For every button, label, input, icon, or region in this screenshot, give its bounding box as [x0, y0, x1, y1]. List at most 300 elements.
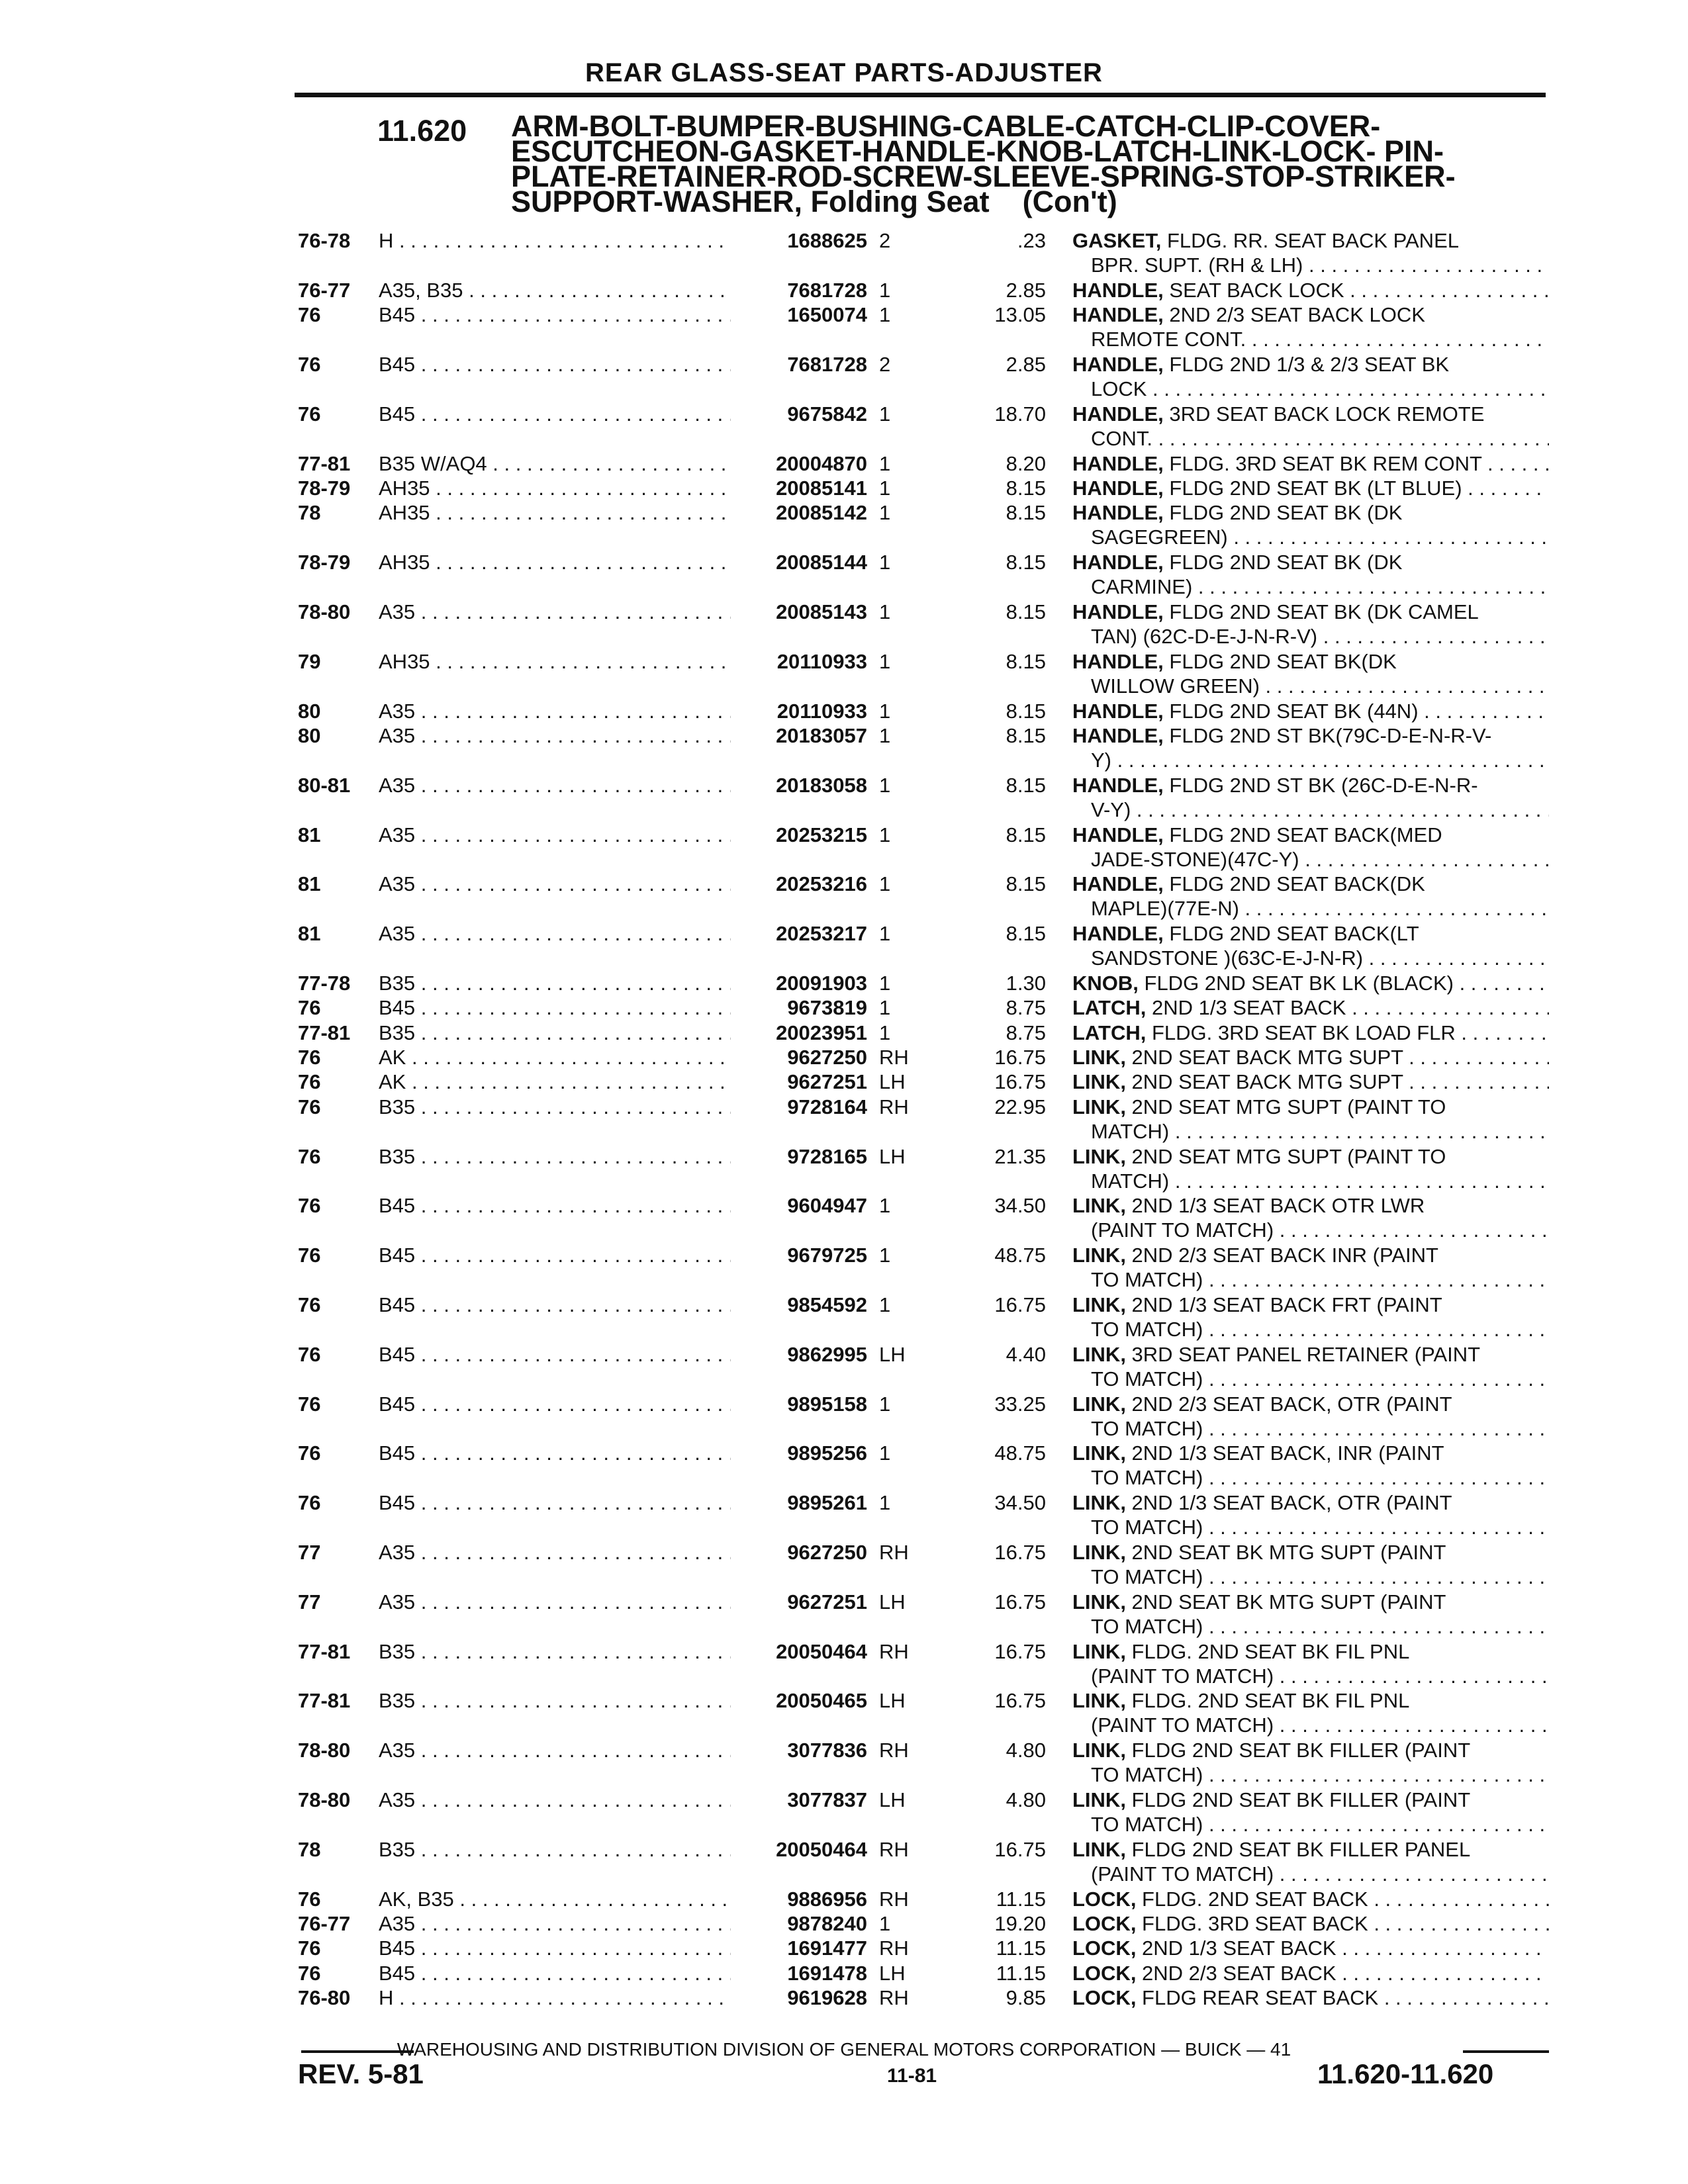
table-row: [0, 699, 1688, 723]
quantity-cell: 1: [879, 1021, 891, 1044]
year-cell: 81: [298, 823, 321, 846]
table-row: [0, 550, 1688, 600]
description-cell: [1072, 921, 1549, 970]
model-cell: B35 . . .: [379, 971, 731, 995]
part-number-cell: 1691477: [787, 1936, 867, 1960]
year-cell: 76-77: [298, 278, 351, 302]
description-cell: [1072, 995, 1549, 1020]
model-cell: AH35 . . .: [379, 500, 731, 525]
price-cell: 48.75: [994, 1441, 1046, 1465]
part-name: HANDLE,: [1072, 551, 1164, 574]
table-row: [0, 228, 1688, 278]
model-cell: AK . . .: [379, 1045, 731, 1069]
quantity-cell: RH: [879, 1936, 909, 1960]
quantity-cell: RH: [879, 1887, 909, 1911]
section-number: 11.620: [377, 114, 467, 148]
price-cell: 34.50: [994, 1491, 1046, 1515]
description-cell: [1072, 302, 1549, 351]
part-description: FLDG. 3RD SEAT BK REM CONT: [1163, 451, 1482, 475]
table-row: [0, 872, 1688, 921]
model-cell: AH35 . . .: [379, 550, 731, 574]
table-row: [0, 1293, 1688, 1342]
year-cell: 76: [298, 1046, 321, 1069]
part-description-continued: (PAINT TO MATCH) . . .: [1072, 1664, 1549, 1688]
part-description-continued: (PAINT TO MATCH) . . .: [1072, 1713, 1549, 1737]
year-cell: 76: [298, 1392, 321, 1416]
description-cell: [1072, 699, 1549, 723]
price-cell: 11.15: [996, 1936, 1046, 1960]
year-cell: 76-80: [298, 1986, 351, 2010]
quantity-cell: LH: [879, 1144, 906, 1168]
quantity-cell: 1: [879, 551, 891, 574]
model-cell: A35, B35 . . .: [379, 278, 731, 302]
description-cell: [1072, 872, 1549, 921]
model-cell: A35 . . .: [379, 1911, 731, 1936]
description-cell: [1072, 1540, 1549, 1589]
table-row: [0, 1021, 1688, 1045]
table-row: [0, 1144, 1688, 1194]
table-row: [0, 1639, 1688, 1689]
description-cell: [1072, 1961, 1549, 1985]
price-cell: 8.15: [1006, 551, 1046, 574]
part-name: LINK,: [1072, 1144, 1126, 1168]
quantity-cell: 1: [879, 278, 891, 302]
model-cell: B45 . . .: [379, 1392, 731, 1416]
part-number-cell: 9604947: [787, 1194, 867, 1218]
table-row: [0, 1936, 1688, 1960]
year-cell: 76: [298, 402, 321, 426]
part-description-continued: WILLOW GREEN) . . .: [1072, 674, 1549, 698]
part-number-cell: 9895261: [787, 1491, 867, 1515]
year-cell: 76: [298, 996, 321, 1020]
part-description-continued: TO MATCH) . . .: [1072, 1515, 1549, 1539]
description-cell: [1072, 1441, 1549, 1490]
part-description: 2ND 1/3 SEAT BACK: [1136, 1936, 1336, 1960]
part-name: HANDLE,: [1072, 303, 1164, 327]
year-cell: 77-81: [298, 1639, 351, 1663]
part-description-continued: JADE-STONE)(47C-Y) . . .: [1072, 847, 1549, 872]
table-row: [0, 1911, 1688, 1936]
part-description-continued: TO MATCH) . . .: [1072, 1416, 1549, 1441]
price-cell: 11.15: [996, 1961, 1046, 1985]
description-cell: [1072, 823, 1549, 872]
part-number-cell: 20050464: [776, 1837, 867, 1861]
part-number-cell: 9886956: [787, 1887, 867, 1911]
model-cell: B35 . . .: [379, 1095, 731, 1119]
quantity-cell: 1: [879, 996, 891, 1020]
model-cell: H . . .: [379, 1985, 731, 2010]
page-title: REAR GLASS-SEAT PARTS-ADJUSTER: [585, 58, 1103, 87]
description-cell: [1072, 1639, 1549, 1688]
part-description: FLDG 2ND SEAT BACK(DK: [1163, 872, 1425, 896]
section-title: [511, 109, 1504, 218]
part-description: 3RD SEAT PANEL RETAINER (PAINT: [1125, 1342, 1481, 1366]
quantity-cell: RH: [879, 1541, 909, 1565]
year-cell: 78-80: [298, 1788, 351, 1812]
part-number-cell: 9619628: [787, 1986, 867, 2010]
quantity-cell: LH: [879, 1788, 906, 1812]
part-number-cell: 9627250: [787, 1541, 867, 1565]
part-number-cell: 9728164: [787, 1095, 867, 1118]
part-number-cell: 20085142: [776, 501, 867, 525]
model-cell: B35 . . .: [379, 1144, 731, 1169]
part-name: HANDLE,: [1072, 402, 1164, 426]
year-cell: 78-80: [298, 1739, 351, 1762]
part-name: HANDLE,: [1072, 352, 1164, 376]
price-cell: 8.75: [1006, 996, 1046, 1020]
part-description: FLDG 2ND SEAT BK(DK: [1163, 649, 1397, 673]
table-row: [0, 1045, 1688, 1069]
description-cell: [1072, 1144, 1549, 1193]
part-number-cell: 9728165: [787, 1144, 867, 1168]
year-cell: 76: [298, 1491, 321, 1515]
description-cell: [1072, 1293, 1549, 1342]
year-cell: 81: [298, 922, 321, 946]
table-row: [0, 1837, 1688, 1887]
section-title-line: ARM-BOLT-BUMPER-BUSHING-CABLE-CATCH-CLIP-COVER-: [511, 109, 1381, 143]
model-cell: B45 . . .: [379, 1490, 731, 1515]
part-description: 2ND 2/3 SEAT BACK LOCK: [1163, 303, 1425, 327]
year-cell: 76-78: [298, 229, 351, 252]
year-cell: 77: [298, 1590, 321, 1614]
description-cell: [1072, 1688, 1549, 1737]
part-name: LINK,: [1072, 1194, 1126, 1218]
part-description: FLDG. 2ND SEAT BK FIL PNL: [1125, 1639, 1410, 1663]
part-name: LATCH,: [1072, 1021, 1147, 1044]
table-row: [0, 1738, 1688, 1788]
part-description: 2ND SEAT MTG SUPT (PAINT TO: [1125, 1095, 1446, 1118]
description-cell: [1072, 1590, 1549, 1639]
description-cell: [1072, 1738, 1549, 1787]
model-cell: A35 . . .: [379, 1738, 731, 1762]
part-name: LINK,: [1072, 1342, 1126, 1366]
table-row: [0, 1243, 1688, 1293]
part-number-cell: 20085141: [776, 476, 867, 500]
model-cell: B35 . . .: [379, 1021, 731, 1045]
model-cell: AK . . .: [379, 1069, 731, 1094]
part-description-continued: MATCH) . . .: [1072, 1169, 1549, 1193]
year-cell: 77-81: [298, 1689, 351, 1713]
section-title-cont: (Con't): [1022, 185, 1117, 218]
year-cell: 76: [298, 1441, 321, 1465]
year-cell: 80: [298, 723, 321, 747]
part-number-cell: 1650074: [787, 303, 867, 327]
model-cell: A35 . . .: [379, 723, 731, 748]
part-number-cell: 7681728: [787, 352, 867, 376]
quantity-cell: RH: [879, 1095, 909, 1118]
model-cell: A35 . . .: [379, 600, 731, 624]
year-cell: 76: [298, 1194, 321, 1218]
quantity-cell: LH: [879, 1590, 906, 1614]
part-number-cell: 20253215: [776, 823, 867, 846]
quantity-cell: 1: [879, 649, 891, 673]
price-cell: 34.50: [994, 1194, 1046, 1218]
year-cell: 76-77: [298, 1912, 351, 1936]
year-cell: 76: [298, 1961, 321, 1985]
year-cell: 76: [298, 1070, 321, 1094]
table-row: [0, 500, 1688, 550]
part-name: LINK,: [1072, 1392, 1126, 1416]
description-cell: [1072, 451, 1549, 476]
part-description-continued: SANDSTONE )(63C-E-J-N-R) . . .: [1072, 946, 1549, 970]
part-description-continued: TO MATCH) . . .: [1072, 1762, 1549, 1787]
part-number-cell: 3077837: [787, 1788, 867, 1812]
quantity-cell: 1: [879, 773, 891, 797]
part-name: LINK,: [1072, 1639, 1126, 1663]
part-description-continued: TO MATCH) . . .: [1072, 1367, 1549, 1391]
table-row: [0, 995, 1688, 1020]
price-cell: 8.15: [1006, 773, 1046, 797]
part-name: LINK,: [1072, 1441, 1126, 1465]
part-description: 2ND 1/3 SEAT BACK OTR LWR: [1125, 1194, 1425, 1218]
price-cell: 4.80: [1006, 1739, 1046, 1762]
table-row: [0, 352, 1688, 402]
price-cell: 8.15: [1006, 649, 1046, 673]
model-cell: B45 . . .: [379, 1293, 731, 1317]
part-description: FLDG. 3RD SEAT BK LOAD FLR: [1146, 1021, 1456, 1044]
part-description-continued: CARMINE) . . .: [1072, 574, 1549, 599]
year-cell: 76: [298, 1293, 321, 1317]
section-title-line: PLATE-RETAINER-ROD-SCREW-SLEEVE-SPRING-STOP-STRIKER-: [511, 159, 1456, 193]
part-number-cell: 9854592: [787, 1293, 867, 1317]
description-cell: [1072, 1837, 1549, 1886]
price-cell: 2.85: [1006, 352, 1046, 376]
part-number-cell: 9862995: [787, 1342, 867, 1366]
part-number-cell: 9627251: [787, 1070, 867, 1094]
part-description: FLDG REAR SEAT BACK: [1136, 1986, 1379, 2010]
price-cell: .23: [1017, 229, 1046, 252]
table-row: [0, 600, 1688, 649]
price-cell: 4.80: [1006, 1788, 1046, 1812]
price-cell: 16.75: [994, 1070, 1046, 1094]
year-cell: 77-81: [298, 451, 351, 475]
part-description-continued: MATCH) . . .: [1072, 1119, 1549, 1144]
part-name: LINK,: [1072, 1293, 1126, 1317]
part-name: HANDLE,: [1072, 773, 1164, 797]
part-name: HANDLE,: [1072, 278, 1164, 302]
model-cell: B45 . . .: [379, 1342, 731, 1367]
part-description: 2ND SEAT BK MTG SUPT (PAINT: [1125, 1590, 1446, 1614]
price-cell: 8.15: [1006, 823, 1046, 846]
year-cell: 79: [298, 649, 321, 673]
table-row: [0, 1193, 1688, 1243]
parts-list: [0, 228, 1688, 2011]
table-row: [0, 1342, 1688, 1392]
description-cell: [1072, 1985, 1549, 2010]
price-cell: 8.15: [1006, 600, 1046, 623]
description-cell: [1072, 649, 1549, 698]
price-cell: 4.40: [1006, 1342, 1046, 1366]
part-description-continued: V-Y) . . .: [1072, 797, 1549, 822]
part-description: 2ND 1/3 SEAT BACK, INR (PAINT: [1125, 1441, 1444, 1465]
part-name: HANDLE,: [1072, 476, 1164, 500]
table-row: [0, 1069, 1688, 1094]
part-name: LINK,: [1072, 1046, 1126, 1069]
part-name: LINK,: [1072, 1837, 1126, 1861]
model-cell: A35 . . .: [379, 1590, 731, 1614]
price-cell: 13.05: [994, 303, 1046, 327]
table-row: [0, 1490, 1688, 1540]
part-description-continued: LOCK . . .: [1072, 377, 1549, 401]
part-description: 2ND SEAT MTG SUPT (PAINT TO: [1125, 1144, 1446, 1168]
model-cell: A35 . . .: [379, 872, 731, 896]
part-description: 2ND SEAT BACK MTG SUPT: [1125, 1046, 1403, 1069]
description-cell: [1072, 773, 1549, 822]
table-row: [0, 1961, 1688, 1985]
part-number-cell: 7681728: [787, 278, 867, 302]
year-cell: 78-79: [298, 476, 351, 500]
table-row: [0, 402, 1688, 451]
part-name: LINK,: [1072, 1095, 1126, 1118]
model-cell: B35 . . .: [379, 1639, 731, 1664]
section-title-line: ESCUTCHEON-GASKET-HANDLE-KNOB-LATCH-LINK-LOCK- PIN-: [511, 134, 1444, 168]
price-cell: 8.15: [1006, 476, 1046, 500]
revision-label: REV. 5-81: [298, 2058, 424, 2089]
quantity-cell: 1: [879, 501, 891, 525]
quantity-cell: 1: [879, 600, 891, 623]
part-name: LINK,: [1072, 1244, 1126, 1267]
part-number-cell: 20091903: [776, 971, 867, 995]
part-number-cell: 1691478: [787, 1961, 867, 1985]
price-cell: 16.75: [994, 1837, 1046, 1861]
part-description: FLDG 2ND ST BK(79C-D-E-N-R-V-: [1163, 723, 1492, 747]
part-description-continued: TO MATCH) . . .: [1072, 1465, 1549, 1490]
table-row: [0, 1540, 1688, 1590]
table-row: [0, 1688, 1688, 1738]
model-cell: A35 . . .: [379, 699, 731, 723]
model-cell: B45 . . .: [379, 302, 731, 327]
part-description-continued: TAN) (62C-D-E-J-N-R-V) . . .: [1072, 624, 1549, 649]
part-number-cell: 9627250: [787, 1046, 867, 1069]
table-row: [0, 1392, 1688, 1441]
price-cell: 8.15: [1006, 922, 1046, 946]
model-cell: B35 . . .: [379, 1688, 731, 1713]
model-cell: B45 . . .: [379, 1243, 731, 1267]
part-description: FLDG 2ND SEAT BK (44N): [1163, 699, 1419, 723]
part-description: 2ND 1/3 SEAT BACK, OTR (PAINT: [1125, 1491, 1452, 1515]
model-cell: A35 . . .: [379, 1788, 731, 1812]
quantity-cell: 1: [879, 922, 891, 946]
part-description: 2ND 2/3 SEAT BACK INR (PAINT: [1125, 1244, 1438, 1267]
description-cell: [1072, 550, 1549, 599]
description-cell: [1072, 1095, 1549, 1144]
model-cell: AH35 . . .: [379, 649, 731, 674]
description-cell: [1072, 1342, 1549, 1391]
table-row: [0, 823, 1688, 872]
model-cell: B45 . . .: [379, 352, 731, 377]
year-cell: 76: [298, 1887, 321, 1911]
model-cell: H . . .: [379, 228, 731, 253]
part-description: FLDG. RR. SEAT BACK PANEL: [1161, 229, 1459, 252]
part-name: KNOB,: [1072, 971, 1139, 995]
quantity-cell: 1: [879, 1912, 891, 1936]
price-cell: 21.35: [994, 1144, 1046, 1168]
description-cell: [1072, 600, 1549, 649]
part-description: FLDG 2ND SEAT BK (DK: [1163, 501, 1403, 525]
description-cell: [1072, 1887, 1549, 1911]
part-description: FLDG 2ND SEAT BACK(MED: [1163, 823, 1442, 846]
part-number-cell: 20183058: [776, 773, 867, 797]
description-cell: [1072, 500, 1549, 549]
model-cell: AK, B35 . . .: [379, 1887, 731, 1911]
table-row: [0, 451, 1688, 476]
part-description: SEAT BACK LOCK: [1163, 278, 1344, 302]
quantity-cell: LH: [879, 1961, 906, 1985]
footer-publisher: WAREHOUSING AND DISTRIBUTION DIVISION OF GENERAL MOTORS CORPORATION — BUICK — 41: [397, 2039, 1291, 2060]
part-description: 2ND 1/3 SEAT BACK: [1146, 996, 1346, 1020]
description-cell: [1072, 1936, 1549, 1960]
part-number-cell: 20050465: [776, 1689, 867, 1713]
quantity-cell: 1: [879, 699, 891, 723]
price-cell: 8.15: [1006, 872, 1046, 896]
part-description: FLDG 2ND 1/3 & 2/3 SEAT BK: [1163, 352, 1450, 376]
year-cell: 78: [298, 1837, 321, 1861]
year-cell: 76: [298, 303, 321, 327]
year-cell: 76: [298, 1936, 321, 1960]
model-cell: A35 . . .: [379, 1540, 731, 1565]
model-cell: B35 W/AQ4 . . .: [379, 451, 731, 476]
table-row: [0, 302, 1688, 352]
description-cell: [1072, 1069, 1549, 1094]
year-cell: 80: [298, 699, 321, 723]
description-cell: [1072, 1021, 1549, 1045]
part-name: LINK,: [1072, 1491, 1126, 1515]
part-number-cell: 20253216: [776, 872, 867, 896]
part-number-cell: 9895158: [787, 1392, 867, 1416]
part-number-cell: 9627251: [787, 1590, 867, 1614]
section-range: 11.620-11.620: [1317, 2058, 1494, 2089]
part-description: 2ND SEAT BK MTG SUPT (PAINT: [1125, 1541, 1446, 1565]
price-cell: 48.75: [994, 1244, 1046, 1267]
part-number-cell: 3077836: [787, 1739, 867, 1762]
part-description-continued: TO MATCH) . . .: [1072, 1317, 1549, 1342]
part-description-continued: REMOTE CONT. . . .: [1072, 327, 1549, 351]
description-cell: [1072, 352, 1549, 401]
part-name: LINK,: [1072, 1541, 1126, 1565]
part-name: HANDLE,: [1072, 649, 1164, 673]
table-row: [0, 1590, 1688, 1639]
section-title-line: SUPPORT-WASHER, Folding Seat: [511, 185, 990, 218]
part-number-cell: 20023951: [776, 1021, 867, 1044]
description-cell: [1072, 723, 1549, 772]
part-name: HANDLE,: [1072, 699, 1164, 723]
price-cell: 9.85: [1006, 1986, 1046, 2010]
quantity-cell: 1: [879, 1441, 891, 1465]
model-cell: B45 . . .: [379, 1441, 731, 1465]
print-date: 11-81: [887, 2065, 937, 2087]
part-name: HANDLE,: [1072, 501, 1164, 525]
table-row: [0, 1441, 1688, 1490]
part-description: 2ND 2/3 SEAT BACK, OTR (PAINT: [1125, 1392, 1452, 1416]
table-row: [0, 971, 1688, 995]
part-description: FLDG 2ND SEAT BK (DK: [1163, 551, 1403, 574]
year-cell: 78-80: [298, 600, 351, 623]
part-name: LINK,: [1072, 1070, 1126, 1094]
title-rule: [295, 93, 1546, 97]
part-number-cell: 9673819: [787, 996, 867, 1020]
price-cell: 8.75: [1006, 1021, 1046, 1044]
price-cell: 18.70: [994, 402, 1046, 426]
year-cell: 76: [298, 1095, 321, 1118]
year-cell: 81: [298, 872, 321, 896]
part-description-continued: TO MATCH) . . .: [1072, 1614, 1549, 1639]
part-description: FLDG. 2ND SEAT BACK: [1136, 1887, 1368, 1911]
quantity-cell: 1: [879, 476, 891, 500]
description-cell: [1072, 228, 1549, 277]
quantity-cell: LH: [879, 1070, 906, 1094]
part-description: 2ND 2/3 SEAT BACK: [1136, 1961, 1336, 1985]
model-cell: B45 . . .: [379, 1936, 731, 1960]
